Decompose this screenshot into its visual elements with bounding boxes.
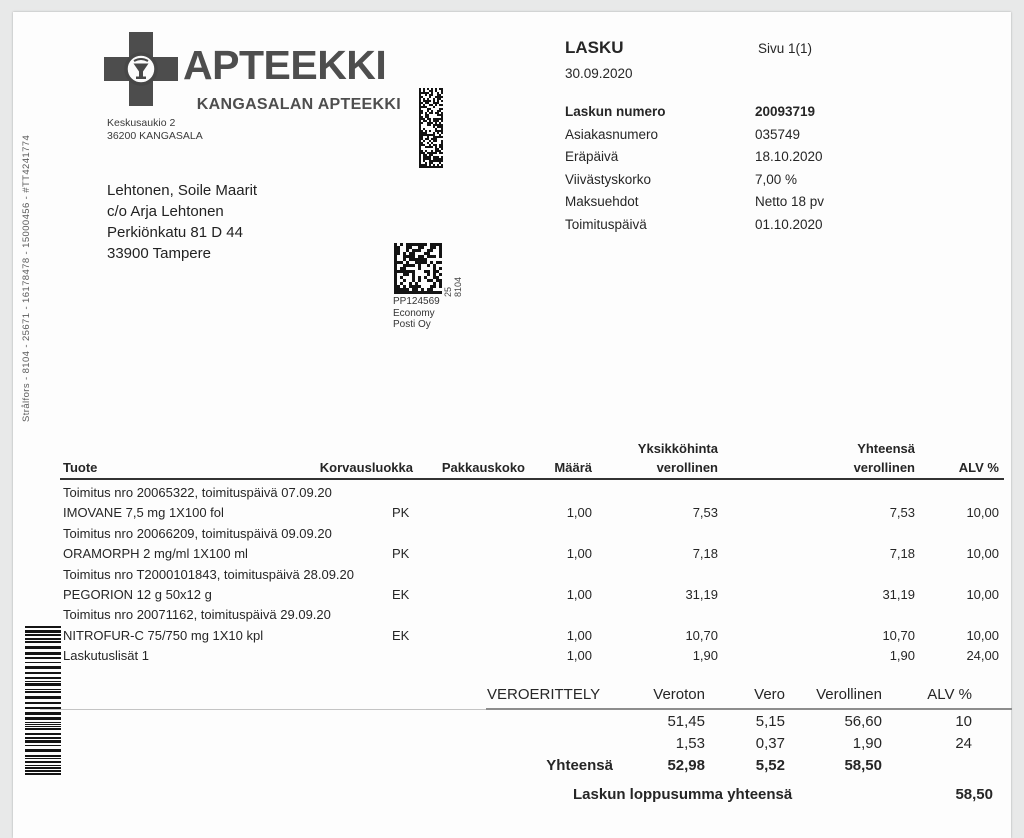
col-quantity: Määrä xyxy=(554,460,592,475)
field-label: Eräpäivä xyxy=(565,149,619,165)
net-amount: 51,45 xyxy=(667,713,705,730)
tax-breakdown-row xyxy=(0,713,1024,733)
gross-amount: 1,90 xyxy=(852,735,882,752)
table-row-delivery-note xyxy=(0,524,1024,544)
field-value: Netto 18 pv xyxy=(755,194,825,210)
reimbursement-class: EK xyxy=(392,627,410,643)
grand-total-label: Laskun loppusumma yhteensä xyxy=(573,786,793,803)
field-delivery-date xyxy=(565,214,995,237)
document-title: LASKU xyxy=(565,38,624,57)
recipient-co: c/o Arja Lehtonen xyxy=(107,203,224,220)
quantity: 1,00 xyxy=(566,587,592,602)
quantity: 1,00 xyxy=(566,648,592,664)
table-row-item xyxy=(0,626,1024,646)
field-value: 18.10.2020 xyxy=(755,149,823,165)
vat-percent: 24,00 xyxy=(966,648,999,664)
col-reimbursement-class: Korvausluokka xyxy=(319,460,413,475)
col-gross: Verollinen xyxy=(816,686,882,703)
pp-service: Economy xyxy=(393,307,435,319)
table-row-item xyxy=(0,646,1024,666)
postal-sorting-code xyxy=(443,245,463,297)
unit-price: 10,70 xyxy=(685,627,718,643)
delivery-note-text: Toimitus nro T2000101843, toimituspäivä 28.09.20 xyxy=(63,566,355,582)
reimbursement-class: PK xyxy=(392,505,410,521)
table-row-item xyxy=(0,585,1024,605)
unit-price: 7,18 xyxy=(692,546,718,562)
field-label: Toimituspäivä xyxy=(565,216,647,232)
recipient-city: 33900 Tampere xyxy=(107,245,211,262)
pharmacy-name: KANGASALAN APTEEKKI xyxy=(196,96,401,113)
field-label: Viivästyskorko xyxy=(565,171,652,187)
tax-breakdown-total-row xyxy=(0,757,1024,777)
line-total: 31,19 xyxy=(882,587,915,602)
vat-rate: 10 xyxy=(955,713,972,730)
unit-price: 31,19 xyxy=(685,587,718,602)
field-due-date xyxy=(565,146,995,169)
recipient-street: Perkiönkatu 81 D 44 xyxy=(107,224,243,241)
field-label: Maksuehdot xyxy=(565,194,639,210)
table-row-delivery-note xyxy=(0,483,1024,503)
pharmacy-address-city: 36200 KANGASALA xyxy=(107,130,203,142)
field-label: Asiakasnumero xyxy=(565,126,659,142)
product-name: NITROFUR-C 75/750 mg 1X10 kpl xyxy=(63,627,264,643)
grand-total-value: 58,50 xyxy=(955,786,993,803)
recipient-name: Lehtonen, Soile Maarit xyxy=(107,182,258,199)
tax-amount: 5,15 xyxy=(755,713,785,730)
col-total-line2: verollinen xyxy=(853,460,915,475)
col-product: Tuote xyxy=(63,460,98,475)
unit-price: 1,90 xyxy=(692,648,718,664)
invoice-fields xyxy=(565,101,995,237)
col-unit-price-line2: verollinen xyxy=(656,460,718,475)
quantity: 1,00 xyxy=(566,627,592,643)
pp-carrier: Posti Oy xyxy=(393,319,431,330)
vat-percent: 10,00 xyxy=(966,505,999,521)
line-total: 7,18 xyxy=(889,546,915,562)
quantity: 1,00 xyxy=(566,546,592,562)
tax-breakdown-header xyxy=(0,686,1024,706)
line-total: 7,53 xyxy=(889,505,915,521)
reimbursement-class: PK xyxy=(392,546,410,562)
field-value: 7,00 % xyxy=(755,171,798,187)
postal-code-line2: 8104 xyxy=(453,276,463,297)
quantity: 1,00 xyxy=(566,505,592,521)
line-total: 1,90 xyxy=(889,648,915,664)
pp-code: PP124569 xyxy=(393,296,440,307)
brand-logo-text: APTEEKKI xyxy=(183,42,387,88)
field-customer-number xyxy=(565,124,995,147)
net-total: 52,98 xyxy=(667,757,705,774)
tax-amount: 0,37 xyxy=(755,735,785,752)
datamatrix-barcode xyxy=(419,88,443,168)
tax-rule-left xyxy=(40,709,486,710)
product-name: PEGORION 12 g 50x12 g xyxy=(63,587,212,602)
delivery-note-text: Toimitus nro 20071162, toimituspäivä 29.09.20 xyxy=(63,607,331,623)
gross-total: 58,50 xyxy=(844,757,882,774)
product-name: Laskutuslisät 1 xyxy=(63,648,149,664)
field-value: 01.10.2020 xyxy=(755,216,823,232)
pharmacy-address xyxy=(107,117,203,143)
vat-rate: 24 xyxy=(955,735,972,752)
vat-percent: 10,00 xyxy=(966,627,999,643)
postal-code-line1: 25 xyxy=(443,286,453,297)
unit-price: 7,53 xyxy=(692,505,718,521)
col-tax: Vero xyxy=(754,686,785,703)
field-label: Laskun numero xyxy=(565,104,666,119)
col-net: Veroton xyxy=(653,686,705,703)
recipient-address xyxy=(107,180,257,264)
table-row-delivery-note xyxy=(0,605,1024,625)
tax-total-label: Yhteensä xyxy=(546,757,613,774)
field-late-interest xyxy=(565,169,995,192)
col-total-line1: Yhteensä xyxy=(857,441,915,456)
print-shop-meta-text: Strålfors - 8104 - 25671 - 16178478 - 15000456 - #TT4241774 xyxy=(21,134,32,422)
field-invoice-number xyxy=(565,101,995,124)
page-number: Sivu 1(1) xyxy=(758,41,813,56)
table-row-item xyxy=(0,544,1024,564)
col-unit-price-line1: Yksikköhinta xyxy=(637,441,718,456)
tax-rule-right xyxy=(486,708,1012,710)
net-amount: 1,53 xyxy=(675,735,705,752)
postal-datamatrix-barcode xyxy=(394,243,442,294)
reimbursement-class: EK xyxy=(392,587,410,602)
table-header-rule xyxy=(60,478,1004,480)
product-name: ORAMORPH 2 mg/ml 1X100 ml xyxy=(63,546,248,562)
delivery-note-text: Toimitus nro 20065322, toimituspäivä 07.09.20 xyxy=(63,485,332,500)
pharmacy-cross-icon xyxy=(104,32,178,106)
postage-paid-mark xyxy=(393,296,440,331)
col-package-size: Pakkauskoko xyxy=(441,460,525,475)
table-row-item xyxy=(0,503,1024,523)
field-value: 035749 xyxy=(755,126,801,142)
col-vat: ALV % xyxy=(958,460,999,475)
field-value: 20093719 xyxy=(755,104,816,119)
vat-percent: 10,00 xyxy=(966,546,999,562)
field-payment-terms xyxy=(565,191,995,214)
table-row-delivery-note xyxy=(0,565,1024,585)
pharmacy-address-street: Keskusaukio 2 xyxy=(107,117,176,129)
gross-amount: 56,60 xyxy=(844,713,882,730)
invoice-date: 30.09.2020 xyxy=(565,66,633,81)
col-vat-percent: ALV % xyxy=(927,686,972,703)
product-name: IMOVANE 7,5 mg 1X100 fol xyxy=(63,505,224,521)
tax-breakdown-row xyxy=(0,735,1024,755)
tax-total: 5,52 xyxy=(755,757,785,774)
line-total: 10,70 xyxy=(882,627,915,643)
vat-percent: 10,00 xyxy=(966,587,999,602)
tax-breakdown-title: VEROERITTELY xyxy=(487,686,601,703)
delivery-note-text: Toimitus nro 20066209, toimituspäivä 09.09.20 xyxy=(63,525,332,541)
